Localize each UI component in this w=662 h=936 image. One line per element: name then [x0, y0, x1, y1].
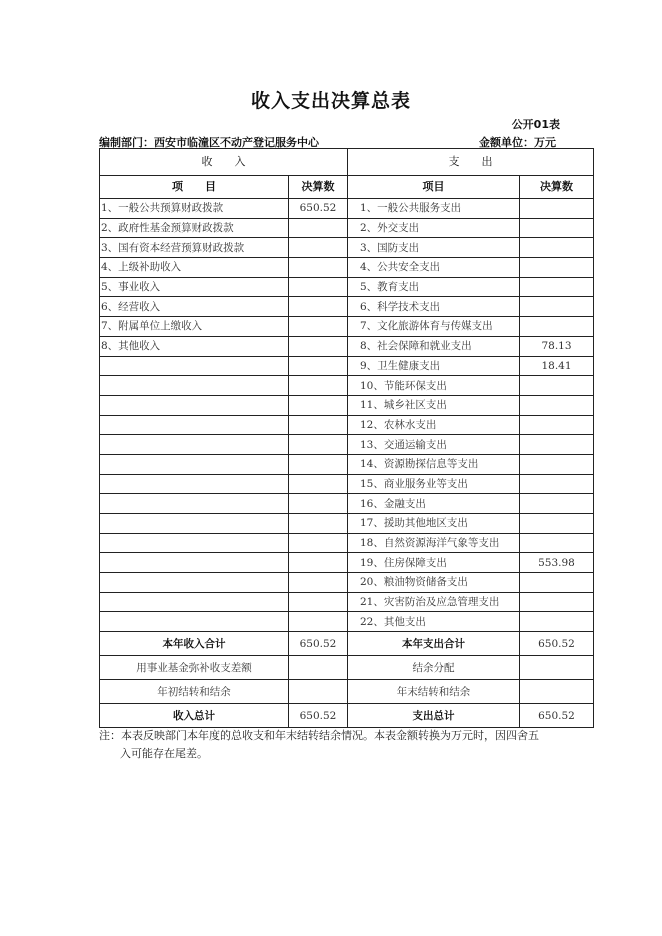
- expense-item: 4、公共安全支出: [348, 258, 520, 278]
- expense-item: 6、科学技术支出: [348, 297, 520, 317]
- income-summary-label: 收入总计: [100, 704, 289, 728]
- table-row: [100, 199, 594, 219]
- income-amount: [289, 474, 348, 494]
- income-amount: [289, 435, 348, 455]
- expense-amount: [520, 612, 594, 632]
- income-summary-label: 年初结转和结余: [100, 680, 289, 704]
- summary-row: [100, 632, 594, 656]
- expense-amount: [520, 573, 594, 593]
- income-amount: [289, 258, 348, 278]
- expense-item: 10、节能环保支出: [348, 376, 520, 396]
- income-amount: [289, 592, 348, 612]
- footnote: [99, 727, 579, 763]
- income-amount: [289, 297, 348, 317]
- expense-amount: [520, 218, 594, 238]
- expense-section-header: 支 出: [348, 149, 594, 176]
- summary-row: [100, 680, 594, 704]
- income-amount: [289, 218, 348, 238]
- expense-summary-label: 年末结转和结余: [348, 680, 520, 704]
- income-amount: 650.52: [289, 199, 348, 219]
- income-item: 1、一般公共预算财政拨款: [100, 199, 289, 219]
- income-item: [100, 356, 289, 376]
- expense-summary-label: 支出总计: [348, 704, 520, 728]
- table-row: [100, 454, 594, 474]
- income-item: [100, 454, 289, 474]
- income-amount: [289, 533, 348, 553]
- income-item: 7、附属单位上缴收入: [100, 317, 289, 337]
- expense-item: 7、文化旅游体育与传媒支出: [348, 317, 520, 337]
- expense-amount-header: 决算数: [520, 176, 594, 199]
- income-item: [100, 474, 289, 494]
- table-row: [100, 376, 594, 396]
- income-amount: [289, 376, 348, 396]
- expense-item: 21、灾害防治及应急管理支出: [348, 592, 520, 612]
- expense-amount: [520, 592, 594, 612]
- table-row: [100, 474, 594, 494]
- expense-item: 13、交通运输支出: [348, 435, 520, 455]
- expense-summary-amount: 650.52: [520, 632, 594, 656]
- expense-amount: [520, 514, 594, 534]
- table-row: [100, 573, 594, 593]
- table-row: [100, 277, 594, 297]
- income-amount: [289, 612, 348, 632]
- expense-amount: [520, 435, 594, 455]
- income-summary-amount: [289, 656, 348, 680]
- income-amount: [289, 336, 348, 356]
- header-row-columns: [100, 176, 594, 199]
- expense-item: 9、卫生健康支出: [348, 356, 520, 376]
- income-amount: [289, 514, 348, 534]
- expense-item: 1、一般公共服务支出: [348, 199, 520, 219]
- expense-summary-amount: [520, 656, 594, 680]
- expense-amount: [520, 317, 594, 337]
- income-amount: [289, 553, 348, 573]
- income-item: [100, 514, 289, 534]
- income-item: [100, 376, 289, 396]
- expense-item: 16、金融支出: [348, 494, 520, 514]
- income-summary-amount: 650.52: [289, 704, 348, 728]
- summary-row: [100, 704, 594, 728]
- form-number: 公开01表: [511, 118, 560, 131]
- table-row: [100, 415, 594, 435]
- expense-amount: [520, 376, 594, 396]
- expense-item: 3、国防支出: [348, 238, 520, 258]
- footnote-line-2: 入可能存在尾差。: [120, 747, 208, 760]
- income-summary-label: 本年收入合计: [100, 632, 289, 656]
- table-row: [100, 514, 594, 534]
- income-amount: [289, 238, 348, 258]
- table-row: [100, 395, 594, 415]
- income-item: [100, 592, 289, 612]
- income-item: [100, 435, 289, 455]
- expense-item: 17、援助其他地区支出: [348, 514, 520, 534]
- expense-summary-label: 结余分配: [348, 656, 520, 680]
- table-row: [100, 612, 594, 632]
- income-item: [100, 553, 289, 573]
- expense-item: 2、外交支出: [348, 218, 520, 238]
- expense-amount: [520, 415, 594, 435]
- income-item: 2、政府性基金预算财政拨款: [100, 218, 289, 238]
- expense-amount: [520, 494, 594, 514]
- expense-amount: 78.13: [520, 336, 594, 356]
- table-row: [100, 553, 594, 573]
- income-summary-amount: [289, 680, 348, 704]
- table-row: [100, 317, 594, 337]
- income-item: 8、其他收入: [100, 336, 289, 356]
- expense-summary-label: 本年支出合计: [348, 632, 520, 656]
- expense-item-header: 项目: [348, 176, 520, 199]
- table-row: [100, 336, 594, 356]
- expense-amount: [520, 395, 594, 415]
- expense-item: 11、城乡社区支出: [348, 395, 520, 415]
- expense-summary-amount: [520, 680, 594, 704]
- expense-amount: [520, 454, 594, 474]
- table-row: [100, 533, 594, 553]
- income-item: [100, 612, 289, 632]
- income-amount: [289, 356, 348, 376]
- expense-amount: 18.41: [520, 356, 594, 376]
- income-amount: [289, 277, 348, 297]
- table-row: [100, 494, 594, 514]
- income-amount: [289, 317, 348, 337]
- expense-item: 5、教育支出: [348, 277, 520, 297]
- expense-item: 12、农林水支出: [348, 415, 520, 435]
- expense-item: 14、资源勘探信息等支出: [348, 454, 520, 474]
- income-amount: [289, 573, 348, 593]
- expense-amount: [520, 474, 594, 494]
- income-amount: [289, 395, 348, 415]
- income-item: 3、国有资本经营预算财政拨款: [100, 238, 289, 258]
- table-row: [100, 297, 594, 317]
- expense-item: 20、粮油物资储备支出: [348, 573, 520, 593]
- expense-item: 18、自然资源海洋气象等支出: [348, 533, 520, 553]
- expense-item: 8、社会保障和就业支出: [348, 336, 520, 356]
- table-row: [100, 356, 594, 376]
- table-row: [100, 258, 594, 278]
- expense-item: 19、住房保障支出: [348, 553, 520, 573]
- table-row: [100, 435, 594, 455]
- income-amount-header: 决算数: [289, 176, 348, 199]
- income-section-header: 收 入: [100, 149, 348, 176]
- income-item: [100, 395, 289, 415]
- income-item: 6、经营收入: [100, 297, 289, 317]
- income-summary-label: 用事业基金弥补收支差额: [100, 656, 289, 680]
- expense-amount: 553.98: [520, 553, 594, 573]
- footnote-line-1: 注：本表反映部门本年度的总收支和年末结转结余情况。本表金额转换为万元时，因四舍五: [99, 729, 539, 742]
- income-item: 5、事业收入: [100, 277, 289, 297]
- expense-item: 15、商业服务业等支出: [348, 474, 520, 494]
- expense-item: 22、其他支出: [348, 612, 520, 632]
- income-item: [100, 415, 289, 435]
- income-amount: [289, 494, 348, 514]
- expense-amount: [520, 533, 594, 553]
- budget-summary-table: [99, 148, 594, 728]
- summary-row: [100, 656, 594, 680]
- expense-amount: [520, 238, 594, 258]
- expense-summary-amount: 650.52: [520, 704, 594, 728]
- income-item: 4、上级补助收入: [100, 258, 289, 278]
- income-item: [100, 494, 289, 514]
- income-summary-amount: 650.52: [289, 632, 348, 656]
- header-row-sections: [100, 149, 594, 176]
- page-title: 收入支出决算总表: [250, 90, 411, 112]
- table-row: [100, 218, 594, 238]
- income-item: [100, 573, 289, 593]
- income-amount: [289, 454, 348, 474]
- income-amount: [289, 415, 348, 435]
- expense-amount: [520, 277, 594, 297]
- unit-label: 金额单位：万元: [479, 136, 556, 149]
- expense-amount: [520, 199, 594, 219]
- table-row: [100, 592, 594, 612]
- department-label: 编制部门：西安市临潼区不动产登记服务中心: [99, 136, 319, 149]
- income-item-header: 项 目: [100, 176, 289, 199]
- expense-amount: [520, 258, 594, 278]
- income-item: [100, 533, 289, 553]
- table-row: [100, 238, 594, 258]
- expense-amount: [520, 297, 594, 317]
